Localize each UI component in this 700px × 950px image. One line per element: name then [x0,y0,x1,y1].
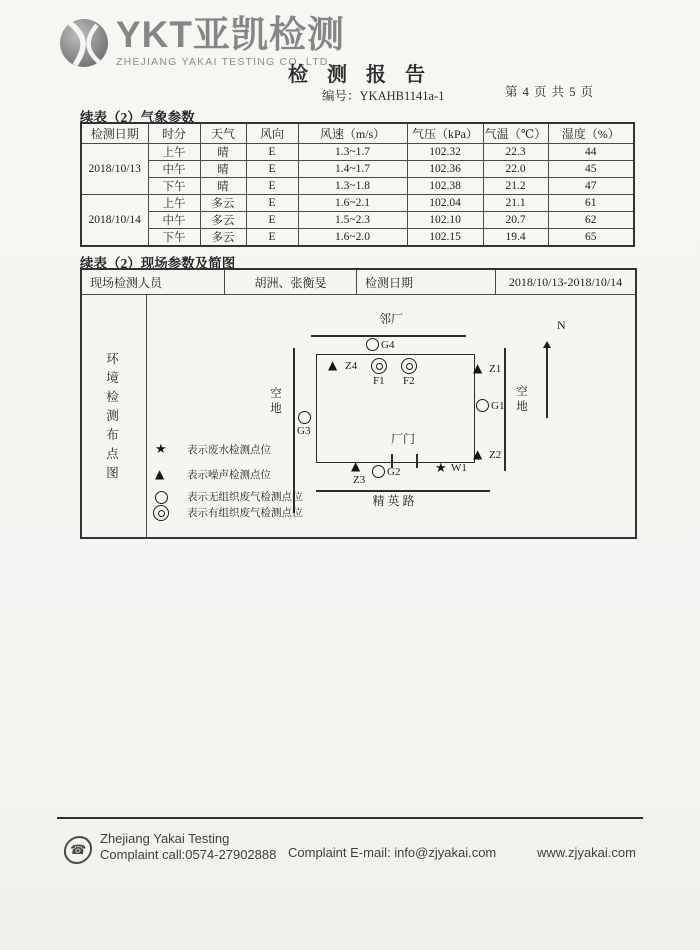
personnel-label: 现场检测人员 [82,270,225,294]
point-f1-double-circle-icon [371,358,387,374]
footer-complaint-phone: Complaint call:0574-27902888 [100,847,277,862]
cell: 102.32 [407,144,483,161]
cell: 102.38 [407,178,483,195]
col-header-temperature: 气温（℃） [483,123,548,144]
cell: 22.0 [483,161,548,178]
col-header-weather: 天气 [200,123,246,144]
cell: 21.2 [483,178,548,195]
cell: E [246,195,298,212]
cell: 102.10 [407,212,483,229]
point-w1-star-icon: ★ [435,461,447,476]
cell: 1.5~2.3 [298,212,407,229]
company-logo-icon [58,16,112,70]
factory-gate-label: 厂门 [390,432,416,446]
left-boundary-line [293,348,295,513]
cell: 上午 [148,195,200,212]
cell: 中午 [148,161,200,178]
legend-star-icon: ★ [155,442,167,457]
cell: 晴 [200,144,246,161]
cell: 102.15 [407,229,483,247]
legend-double-circle-icon [153,505,169,521]
site-table-header-row [82,270,635,295]
left-open-ground-label: 空地 [270,388,282,415]
diagram-row-label: 环境检测布点图 [82,295,147,537]
diagram-row [82,295,635,537]
col-header-wind-direction: 风向 [246,123,298,144]
point-f1-label: F1 [373,375,385,387]
neighbor-boundary-line [311,335,466,337]
cell: E [246,229,298,247]
legend-noise-label: 表示噪声检测点位 [187,470,271,481]
neighbor-factory-label: 邻厂 [378,312,404,326]
table-row [81,229,634,247]
cell: 47 [548,178,634,195]
point-g1-label: G1 [491,400,505,412]
cell: 上午 [148,144,200,161]
footer-complaint-email: Complaint E-mail: info@zjyakai.com [288,845,497,860]
phone-icon: ☎ [63,836,94,864]
cell: 多云 [200,212,246,229]
point-z4-label: Z4 [345,360,358,372]
point-z2-label: Z2 [489,449,502,461]
table-row [81,212,634,229]
cell: 多云 [200,229,246,247]
point-f2-double-circle-icon [401,358,417,374]
right-open-ground-label: 空地 [516,386,528,413]
weather-table [80,122,635,247]
report-title: 检 测 报 告 [288,64,432,86]
cell: 1.3~1.8 [298,178,407,195]
legend-wastewater-label: 表示废水检测点位 [187,445,271,456]
point-g3-circle-icon [298,411,311,424]
site-date-value: 2018/10/13-2018/10/14 [508,274,623,289]
personnel-value: 胡洲、张衡旻 [225,270,357,294]
cell: 44 [548,144,634,161]
cell: 多云 [200,195,246,212]
cell: 102.04 [407,195,483,212]
point-z2-triangle-icon: ▲ [473,447,483,461]
point-z3-triangle-icon: ▲ [351,459,361,473]
cell: E [246,161,298,178]
cell: 1.4~1.7 [298,161,407,178]
road-line [316,490,490,492]
report-number-value: YKAHB1141a-1 [359,89,445,103]
weather-section-title: 续表（2）气象参数 [80,110,195,125]
cell: 45 [548,161,634,178]
table-row [81,195,634,212]
cell: 20.7 [483,212,548,229]
point-f2-label: F2 [403,375,415,387]
col-header-time: 时分 [148,123,200,144]
cell: 21.1 [483,195,548,212]
point-z4-triangle-icon: ▲ [328,358,338,372]
north-label: N [557,318,566,332]
report-number [322,86,444,104]
cell: 晴 [200,178,246,195]
legend-fugitive-gas-label: 表示无组织废气检测点位 [187,492,303,503]
cell: E [246,212,298,229]
gate-tick-right [416,454,418,468]
site-layout-diagram [147,295,635,537]
col-header-date: 检测日期 [81,123,148,144]
footer-website: www.zjyakai.com [537,845,636,860]
point-g4-circle-icon [366,338,379,351]
site-date-label: 检测日期 [357,270,496,294]
weather-table-header-row [81,123,634,144]
point-z1-triangle-icon: ▲ [473,361,483,375]
date-cell: 2018/10/13 [81,144,148,195]
north-arrow-icon [543,341,551,348]
date-cell: 2018/10/14 [81,195,148,247]
col-header-wind-speed: 风速（m/s） [298,123,407,144]
road-name-label: 精英路 [372,494,418,508]
col-header-humidity: 湿度（%） [548,123,634,144]
cell: 下午 [148,229,200,247]
point-g4-label: G4 [381,339,395,351]
site-table [80,268,637,539]
cell: 中午 [148,212,200,229]
site-section-title: 续表（2）现场参数及简图 [80,256,236,271]
cell: 1.3~1.7 [298,144,407,161]
point-g3-label: G3 [297,425,311,437]
page-number: 第 4 页 共 5 页 [505,85,595,99]
cell: 61 [548,195,634,212]
cell: E [246,144,298,161]
legend-triangle-icon: ▲ [155,467,165,481]
cell: 102.36 [407,161,483,178]
north-arrow-line [546,348,548,418]
col-header-pressure: 气压（kPa） [407,123,483,144]
point-z3-label: Z3 [353,474,366,486]
cell: 65 [548,229,634,247]
cell: 62 [548,212,634,229]
cell: 下午 [148,178,200,195]
legend-stack-gas-label: 表示有组织废气检测点位 [187,508,303,519]
point-g1-circle-icon [476,399,489,412]
factory-building-outline [316,354,475,463]
footer-divider [57,817,643,819]
cell: 晴 [200,161,246,178]
cell: 22.3 [483,144,548,161]
table-row [81,178,634,195]
point-g2-label: G2 [387,466,401,478]
cell: 1.6~2.1 [298,195,407,212]
report-number-label: 编号： [322,89,360,103]
point-w1-label: W1 [451,462,467,474]
brand-name: YKT亚凯检测 [116,14,345,55]
cell: 19.4 [483,229,548,247]
table-row [81,161,634,178]
cell: E [246,178,298,195]
point-z1-label: Z1 [489,363,502,375]
point-g2-circle-icon [372,465,385,478]
brand-company-name: ZHEJIANG YAKAI TESTING CO.,LTD [116,56,329,68]
table-row [81,144,634,161]
cell: 1.6~2.0 [298,229,407,247]
legend-circle-icon [155,491,168,504]
footer-company-name: Zhejiang Yakai Testing [100,831,230,846]
